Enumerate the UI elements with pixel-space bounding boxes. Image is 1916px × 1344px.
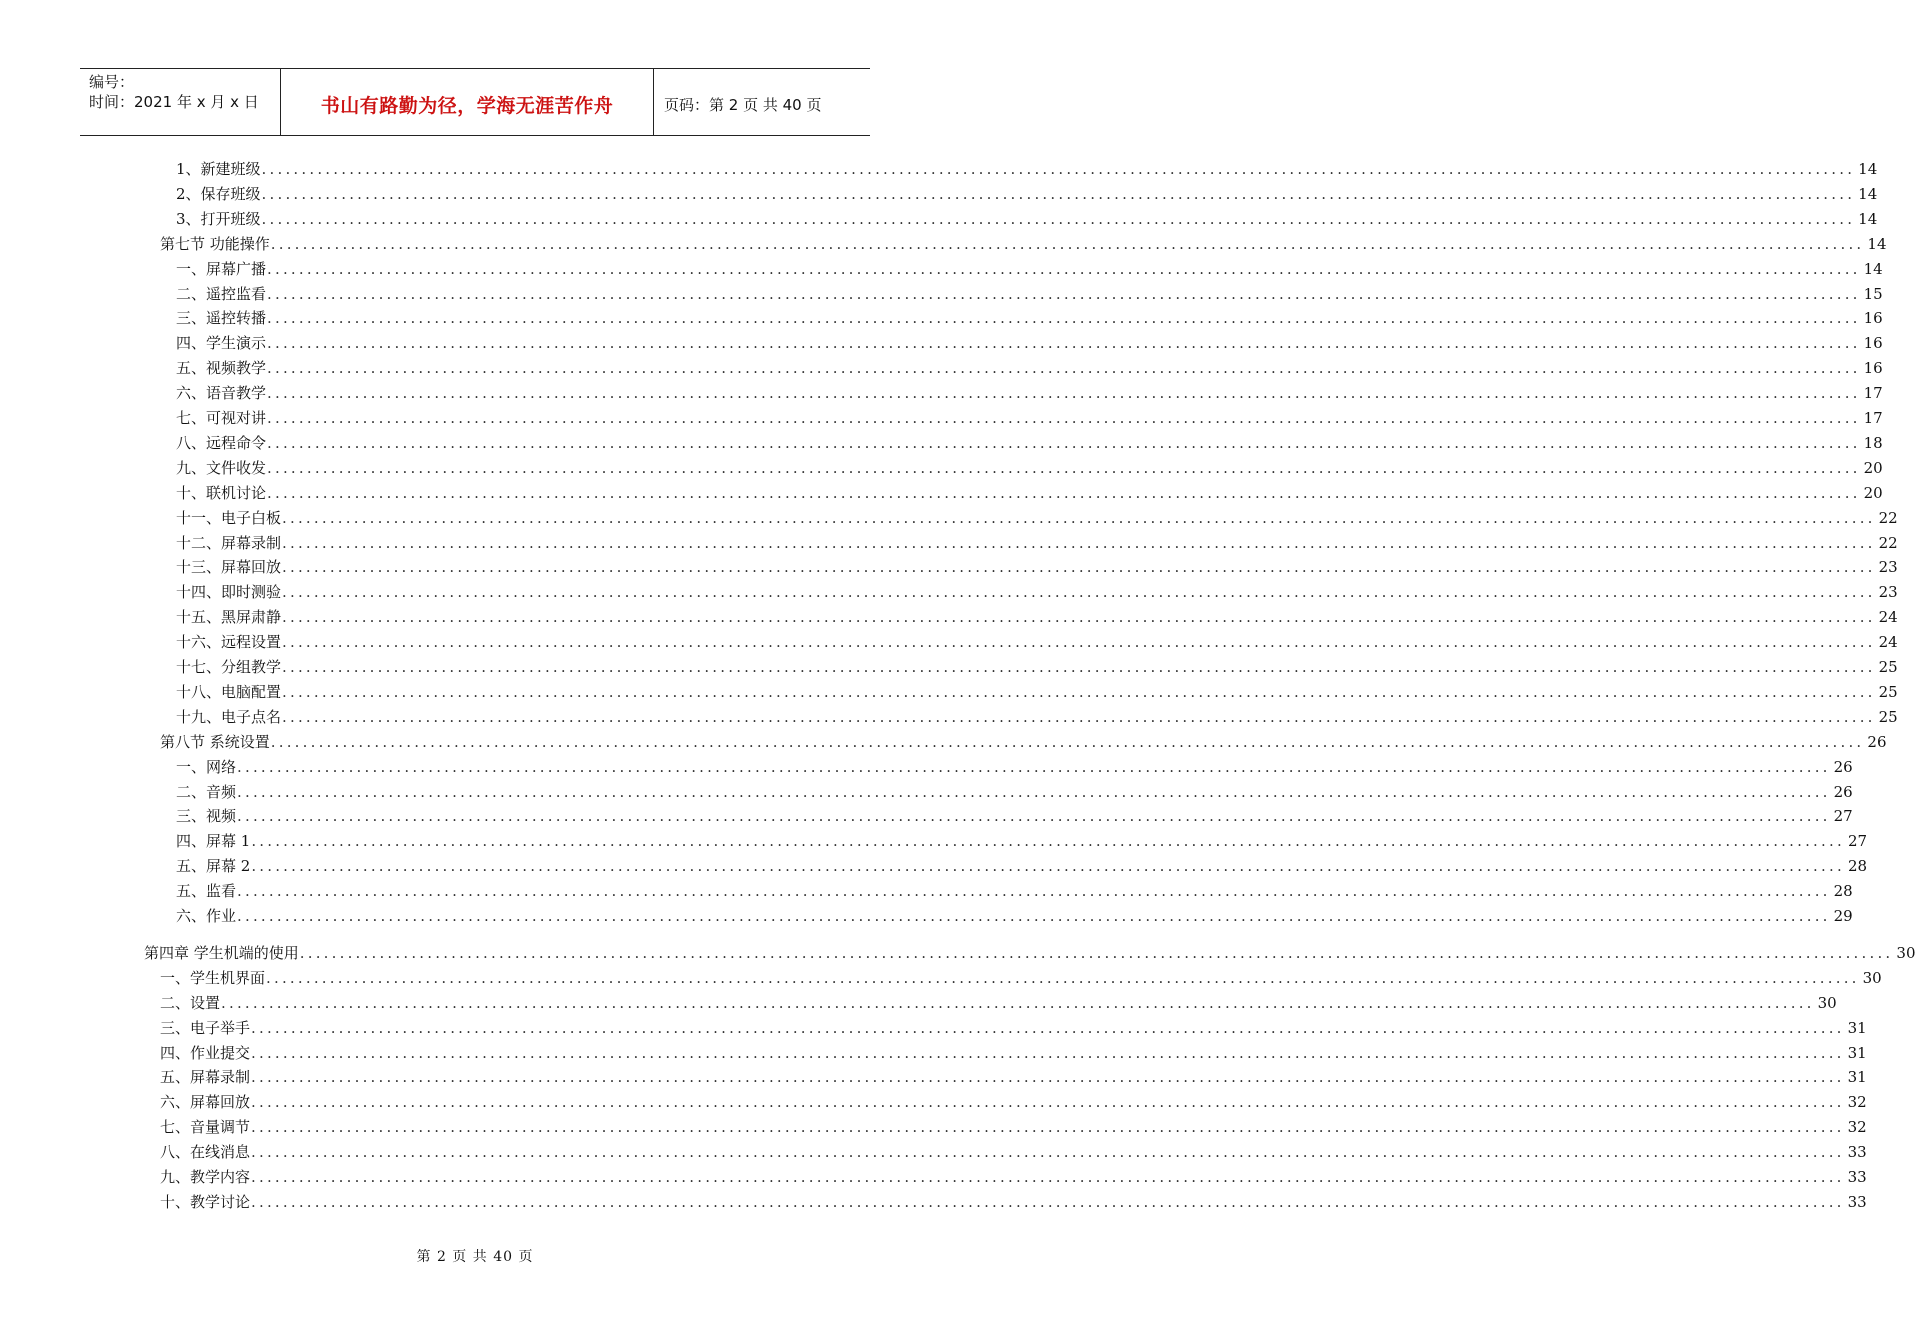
toc-leader-dots: ........................................................................................................................................................................................................	[282, 707, 1876, 726]
toc-entry[interactable]	[160, 992, 1837, 1014]
toc-entry-title: 八、在线消息	[160, 1143, 251, 1162]
toc-leader-dots: ........................................................................................................................................................................................................	[282, 558, 1876, 577]
toc-leader-dots: ........................................................................................................................................................................................................	[261, 209, 1856, 228]
toc-entry-page-number: 24	[1878, 608, 1898, 627]
motto-text: 书山有路勤为径，学海无涯苦作舟	[320, 94, 614, 117]
toc-entry-page-number: 23	[1878, 558, 1898, 577]
toc-entry-page-number: 32	[1847, 1118, 1867, 1137]
toc-leader-dots: ........................................................................................................................................................................................................	[266, 968, 1860, 987]
toc-entry-page-number: 22	[1878, 508, 1898, 527]
toc-leader-dots: ........................................................................................................................................................................................................	[237, 757, 1831, 776]
toc-entry-page-number: 17	[1863, 384, 1883, 403]
toc-leader-dots: ........................................................................................................................................................................................................	[261, 184, 1856, 203]
toc-leader-dots: ........................................................................................................................................................................................................	[267, 458, 1861, 477]
toc-entry-title: 一、网络	[176, 757, 237, 776]
toc-entry-title: 十六、远程设置	[176, 633, 282, 652]
toc-entry-title: 六、屏幕回放	[160, 1093, 251, 1112]
toc-entry-page-number: 30	[1817, 993, 1837, 1012]
toc-leader-dots: ........................................................................................................................................................................................................	[251, 832, 1845, 851]
toc-entry[interactable]	[176, 706, 1898, 728]
toc-entry[interactable]	[160, 731, 1887, 753]
toc-leader-dots: ........................................................................................................................................................................................................	[251, 1143, 1845, 1162]
toc-leader-dots: ........................................................................................................................................................................................................	[267, 284, 1861, 303]
toc-entry-title: 十、教学讨论	[160, 1192, 251, 1211]
toc-entry[interactable]	[176, 457, 1883, 479]
toc-entry[interactable]	[160, 1042, 1867, 1064]
toc-entry[interactable]	[176, 482, 1883, 504]
toc-entry-page-number: 15	[1863, 284, 1883, 303]
toc-entry-title: 二、遥控监看	[176, 284, 267, 303]
toc-entry-page-number: 14	[1858, 209, 1878, 228]
toc-leader-dots: ........................................................................................................................................................................................................	[270, 732, 1865, 751]
header-motto-cell	[281, 69, 654, 135]
toc-entry-title: 九、教学内容	[160, 1168, 251, 1186]
toc-entry-page-number: 20	[1863, 483, 1883, 502]
toc-entry-title: 3、打开班级	[176, 209, 261, 228]
toc-entry-page-number: 33	[1847, 1192, 1867, 1211]
toc-entry-page-number: 16	[1863, 309, 1883, 328]
toc-entry-page-number: 32	[1847, 1093, 1867, 1112]
toc-entry-page-number: 17	[1863, 409, 1883, 427]
toc-entry-title: 四、屏幕 1	[176, 832, 251, 851]
date-label: 时间：2021 年 x 月 x 日	[89, 93, 259, 111]
toc-entry[interactable]	[160, 233, 1887, 255]
toc-entry[interactable]	[160, 1141, 1867, 1163]
toc-entry-page-number: 18	[1863, 433, 1883, 452]
toc-entry-title: 十二、屏幕录制	[176, 533, 282, 552]
toc-leader-dots: ........................................................................................................................................................................................................	[299, 943, 1894, 962]
toc-entry-page-number: 16	[1863, 359, 1883, 378]
toc-entry[interactable]	[160, 1017, 1867, 1039]
toc-entry-page-number: 16	[1863, 334, 1883, 353]
toc-entry[interactable]	[176, 382, 1883, 404]
toc-entry[interactable]	[160, 1091, 1867, 1113]
toc-entry[interactable]	[176, 332, 1883, 354]
toc-leader-dots: ........................................................................................................................................................................................................	[267, 309, 1861, 328]
toc-entry-title: 六、作业	[176, 907, 237, 925]
toc-entry-page-number: 28	[1847, 857, 1868, 876]
toc-entry-title: 四、学生演示	[176, 334, 267, 353]
toc-entry-page-number: 25	[1878, 707, 1898, 726]
toc-leader-dots: ........................................................................................................................................................................................................	[270, 234, 1865, 253]
toc-entry-title: 五、屏幕 2	[176, 857, 251, 876]
toc-entry-title: 十八、电脑配置	[176, 682, 282, 701]
toc-leader-dots: ........................................................................................................................................................................................................	[282, 682, 1876, 701]
toc-leader-dots: ........................................................................................................................................................................................................	[251, 1118, 1845, 1137]
toc-entry-page-number: 27	[1847, 832, 1868, 851]
toc-entry[interactable]	[176, 357, 1883, 379]
toc-leader-dots: ........................................................................................................................................................................................................	[237, 882, 1831, 901]
toc-entry-title: 四、作业提交	[160, 1043, 251, 1062]
toc-entry[interactable]	[176, 407, 1883, 429]
toc-entry-page-number: 31	[1847, 1018, 1867, 1037]
toc-entry-title: 三、电子举手	[160, 1018, 251, 1037]
toc-entry[interactable]	[176, 183, 1878, 205]
toc-entry-title: 第七节 功能操作	[160, 234, 270, 253]
page-header	[80, 68, 870, 136]
toc-entry[interactable]	[176, 307, 1883, 329]
toc-entry[interactable]	[176, 756, 1853, 778]
toc-leader-dots: ........................................................................................................................................................................................................	[251, 1018, 1845, 1037]
toc-leader-dots: ........................................................................................................................................................................................................	[221, 993, 1815, 1012]
toc-leader-dots: ........................................................................................................................................................................................................	[282, 658, 1876, 676]
toc-leader-dots: ........................................................................................................................................................................................................	[282, 533, 1876, 552]
toc-entry[interactable]	[176, 258, 1883, 280]
toc-entry[interactable]	[160, 1116, 1867, 1138]
toc-entry[interactable]	[176, 681, 1898, 703]
toc-entry-title: 一、屏幕广播	[176, 259, 267, 278]
toc-entry[interactable]	[176, 208, 1878, 230]
toc-entry[interactable]	[176, 507, 1898, 529]
toc-leader-dots: ........................................................................................................................................................................................................	[251, 1043, 1845, 1062]
toc-entry[interactable]	[176, 432, 1883, 454]
toc-entry-page-number: 26	[1833, 757, 1853, 776]
toc-leader-dots: ........................................................................................................................................................................................................	[237, 907, 1831, 925]
toc-entry-title: 五、监看	[176, 882, 237, 901]
toc-entry-page-number: 25	[1878, 658, 1898, 676]
header-page-info: 页码：第 2 页 共 40 页	[664, 95, 822, 114]
toc-entry-title: 一、学生机界面	[160, 968, 266, 987]
page-footer	[0, 1246, 950, 1266]
toc-entry-page-number: 33	[1847, 1143, 1867, 1162]
toc-leader-dots: ........................................................................................................................................................................................................	[267, 483, 1861, 502]
toc-leader-dots: ........................................................................................................................................................................................................	[267, 433, 1861, 452]
toc-entry-title: 二、设置	[160, 993, 221, 1012]
toc-entry-title: 三、视频	[176, 807, 237, 826]
toc-entry[interactable]	[176, 283, 1883, 305]
toc-leader-dots: ........................................................................................................................................................................................................	[251, 1168, 1845, 1186]
toc-entry-page-number: 27	[1833, 807, 1853, 826]
toc-entry[interactable]	[176, 581, 1898, 603]
toc-entry-title: 2、保存班级	[176, 184, 261, 203]
toc-entry-title: 十五、黑屏肃静	[176, 608, 282, 627]
toc-entry[interactable]	[176, 905, 1853, 927]
toc-entry-title: 十一、电子白板	[176, 508, 282, 527]
toc-leader-dots: ........................................................................................................................................................................................................	[282, 608, 1876, 627]
toc-leader-dots: ........................................................................................................................................................................................................	[251, 1068, 1845, 1087]
header-page-cell	[654, 69, 870, 135]
toc-entry-page-number: 24	[1878, 633, 1898, 652]
toc-entry-title: 十四、即时测验	[176, 583, 282, 602]
toc-entry[interactable]	[176, 532, 1898, 554]
toc-entry[interactable]	[176, 656, 1898, 678]
header-meta-cell	[80, 69, 281, 135]
toc-entry[interactable]	[176, 830, 1868, 852]
toc-leader-dots: ........................................................................................................................................................................................................	[267, 384, 1861, 403]
toc-entry-page-number: 14	[1863, 259, 1883, 278]
toc-entry-page-number: 14	[1858, 184, 1878, 203]
toc-entry-title: 五、视频教学	[176, 359, 267, 378]
toc-leader-dots: ........................................................................................................................................................................................................	[267, 359, 1861, 378]
toc-entry[interactable]	[160, 1166, 1867, 1188]
toc-entry-title: 十九、电子点名	[176, 707, 282, 726]
toc-entry[interactable]	[160, 1191, 1867, 1213]
toc-entry-page-number: 26	[1833, 782, 1853, 801]
toc-entry-title: 九、文件收发	[176, 458, 267, 477]
toc-entry-page-number: 23	[1878, 583, 1898, 602]
toc-entry[interactable]	[176, 880, 1853, 902]
toc-leader-dots: ........................................................................................................................................................................................................	[237, 782, 1831, 801]
toc-leader-dots: ........................................................................................................................................................................................................	[251, 1093, 1845, 1112]
toc-leader-dots: ........................................................................................................................................................................................................	[251, 1192, 1845, 1211]
toc-entry[interactable]	[176, 855, 1868, 877]
toc-entry[interactable]	[176, 631, 1898, 653]
toc-entry-title: 十、联机讨论	[176, 483, 267, 502]
toc-entry[interactable]	[176, 606, 1898, 628]
toc-entry-title: 七、音量调节	[160, 1118, 251, 1137]
toc-entry-page-number: 26	[1867, 732, 1887, 751]
toc-entry-title: 三、遥控转播	[176, 309, 267, 328]
toc-entry-title: 六、语音教学	[176, 384, 267, 403]
toc-entry[interactable]	[160, 967, 1882, 989]
toc-entry[interactable]	[160, 1066, 1867, 1088]
toc-leader-dots: ........................................................................................................................................................................................................	[237, 807, 1831, 826]
toc-entry-title: 二、音频	[176, 782, 237, 801]
toc-leader-dots: ........................................................................................................................................................................................................	[282, 508, 1876, 527]
toc-leader-dots: ........................................................................................................................................................................................................	[251, 857, 1845, 876]
toc-entry[interactable]	[144, 942, 1916, 964]
toc-entry[interactable]	[176, 805, 1853, 827]
doc-number-label: 编号：	[89, 73, 135, 91]
toc-leader-dots: ........................................................................................................................................................................................................	[282, 633, 1876, 652]
toc-entry[interactable]	[176, 556, 1898, 578]
toc-entry-title: 1、新建班级	[176, 160, 261, 178]
toc-entry-page-number: 31	[1847, 1068, 1867, 1087]
toc-entry-title: 第四章 学生机端的使用	[144, 943, 299, 962]
toc-entry-title: 五、屏幕录制	[160, 1068, 251, 1087]
toc-entry[interactable]	[176, 158, 1878, 180]
toc-leader-dots: ........................................................................................................................................................................................................	[282, 583, 1876, 602]
toc-entry-page-number: 30	[1862, 968, 1882, 987]
toc-entry-title: 十七、分组教学	[176, 658, 282, 676]
toc-leader-dots: ........................................................................................................................................................................................................	[261, 160, 1856, 178]
toc-entry-page-number: 28	[1833, 882, 1853, 901]
toc-entry-page-number: 29	[1833, 907, 1853, 925]
toc-entry-page-number: 31	[1847, 1043, 1867, 1062]
toc-entry-page-number: 14	[1858, 160, 1878, 178]
toc-entry-title: 十三、屏幕回放	[176, 558, 282, 577]
toc-entry-page-number: 20	[1863, 458, 1883, 477]
toc-entry-title: 第八节 系统设置	[160, 732, 270, 751]
toc-entry-page-number: 30	[1896, 943, 1916, 962]
toc-entry-title: 七、可视对讲	[176, 409, 267, 427]
toc-entry-title: 八、远程命令	[176, 433, 267, 452]
toc-leader-dots: ........................................................................................................................................................................................................	[267, 334, 1861, 353]
toc-leader-dots: ........................................................................................................................................................................................................	[267, 259, 1861, 278]
footer-page-number: 第 2 页 共 40 页	[416, 1249, 534, 1265]
toc-entry-page-number: 22	[1878, 533, 1898, 552]
toc-entry[interactable]	[176, 781, 1853, 803]
toc-entry-page-number: 14	[1867, 234, 1887, 253]
toc-entry-page-number: 33	[1847, 1168, 1867, 1186]
toc-entry-page-number: 25	[1878, 682, 1898, 701]
toc-leader-dots: ........................................................................................................................................................................................................	[267, 409, 1861, 427]
